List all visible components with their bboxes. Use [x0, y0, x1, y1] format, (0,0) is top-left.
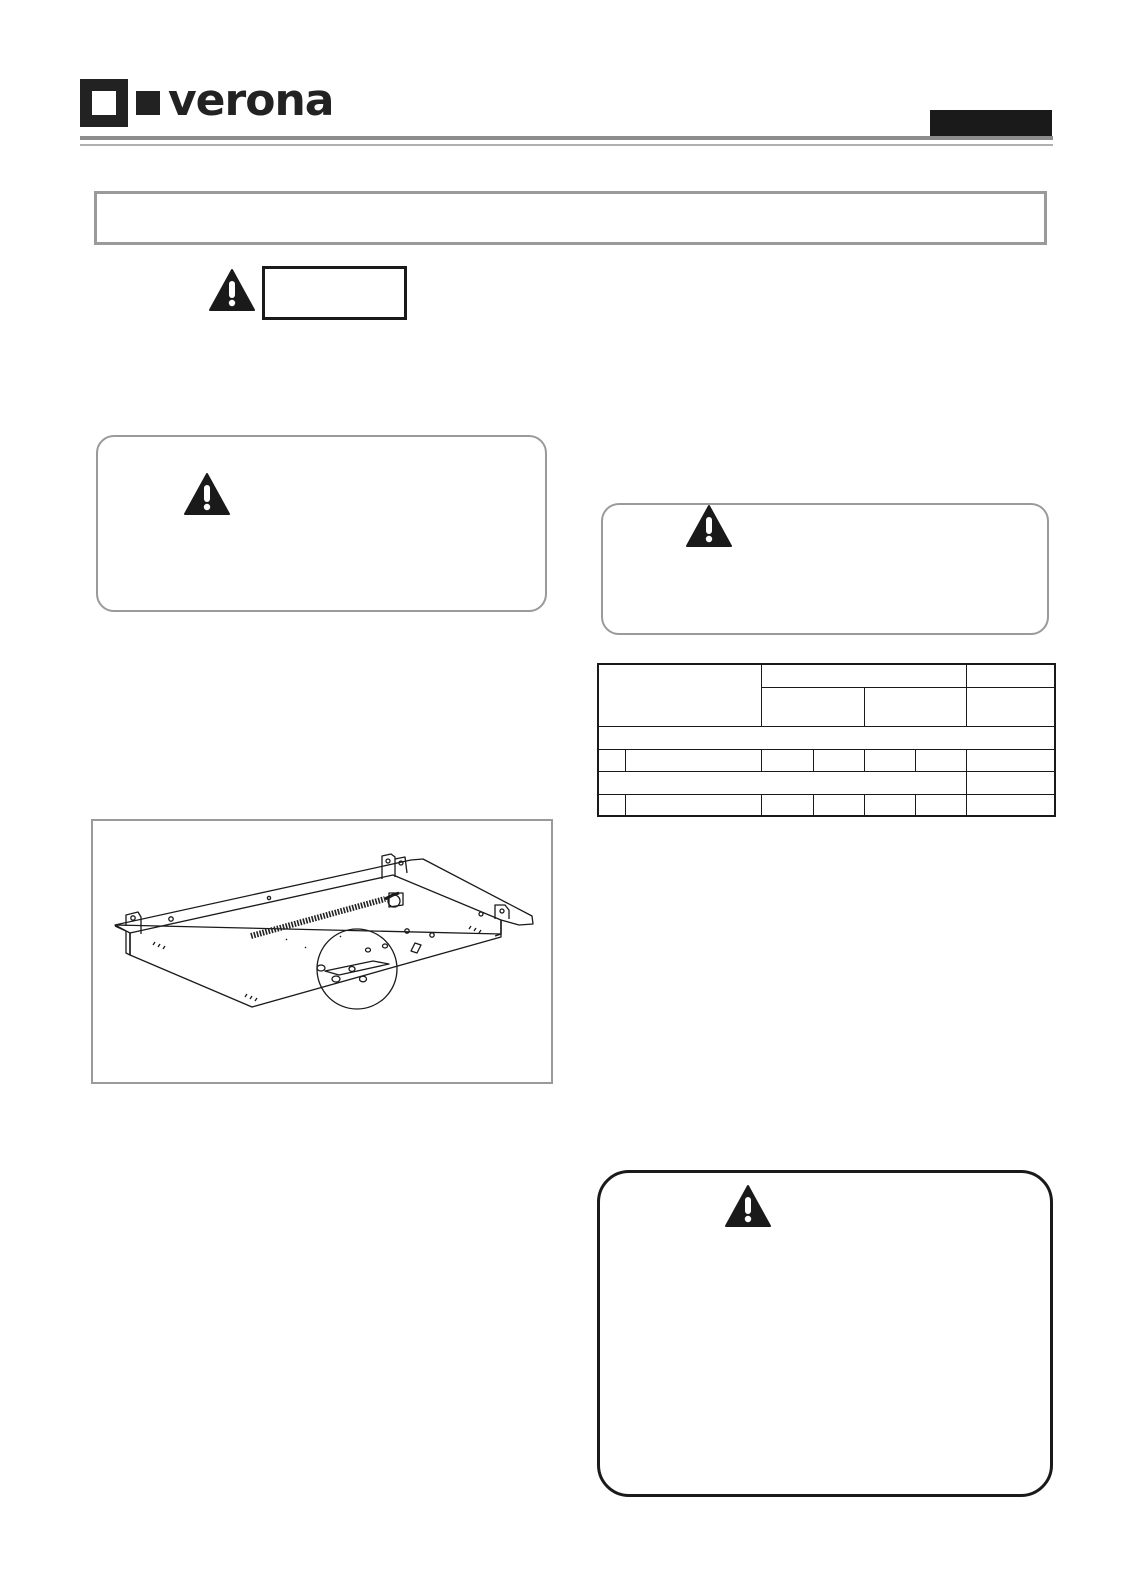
table-rule: [597, 726, 1056, 727]
table-rule: [597, 815, 1056, 817]
header-rule: [80, 136, 1053, 140]
table-rule: [966, 749, 967, 771]
warning-box: [96, 435, 547, 612]
table-rule: [813, 749, 814, 771]
table-rule: [625, 794, 626, 816]
table-rule: [864, 687, 865, 726]
table-rule: [761, 663, 762, 726]
brand-logo: [80, 75, 334, 129]
warning-triangle-icon: [685, 504, 733, 548]
table-rule: [761, 749, 762, 771]
table-rule: [597, 663, 1056, 665]
table-rule: [864, 749, 865, 771]
table-rule: [915, 749, 916, 771]
table-rule: [597, 749, 1056, 750]
table-rule: [966, 663, 967, 726]
table-rule: [966, 771, 967, 794]
section-title-banner: [94, 191, 1047, 245]
figure-frame: [91, 819, 553, 1084]
appliance-diagram-icon: [93, 821, 551, 1082]
warning-triangle-icon: [208, 268, 256, 312]
table-rule: [966, 794, 967, 816]
logo-square-large: [80, 79, 128, 127]
table-rule: [761, 687, 1056, 688]
warning-box: [601, 503, 1049, 635]
spec-table: [597, 663, 1056, 817]
warning-box: [597, 1170, 1053, 1497]
brand-wordmark: verona: [168, 75, 334, 126]
table-rule: [915, 794, 916, 816]
caution-label: [262, 266, 407, 320]
table-rule: [597, 794, 1056, 795]
header-section-tab: [930, 110, 1052, 137]
table-rule: [864, 794, 865, 816]
table-rule: [813, 794, 814, 816]
header-rule-thin: [80, 144, 1053, 146]
table-rule: [625, 749, 626, 771]
warning-triangle-icon: [183, 472, 231, 516]
table-rule: [597, 771, 1056, 772]
table-rule: [761, 794, 762, 816]
logo-square-small: [136, 91, 160, 115]
warning-triangle-icon: [724, 1184, 772, 1228]
